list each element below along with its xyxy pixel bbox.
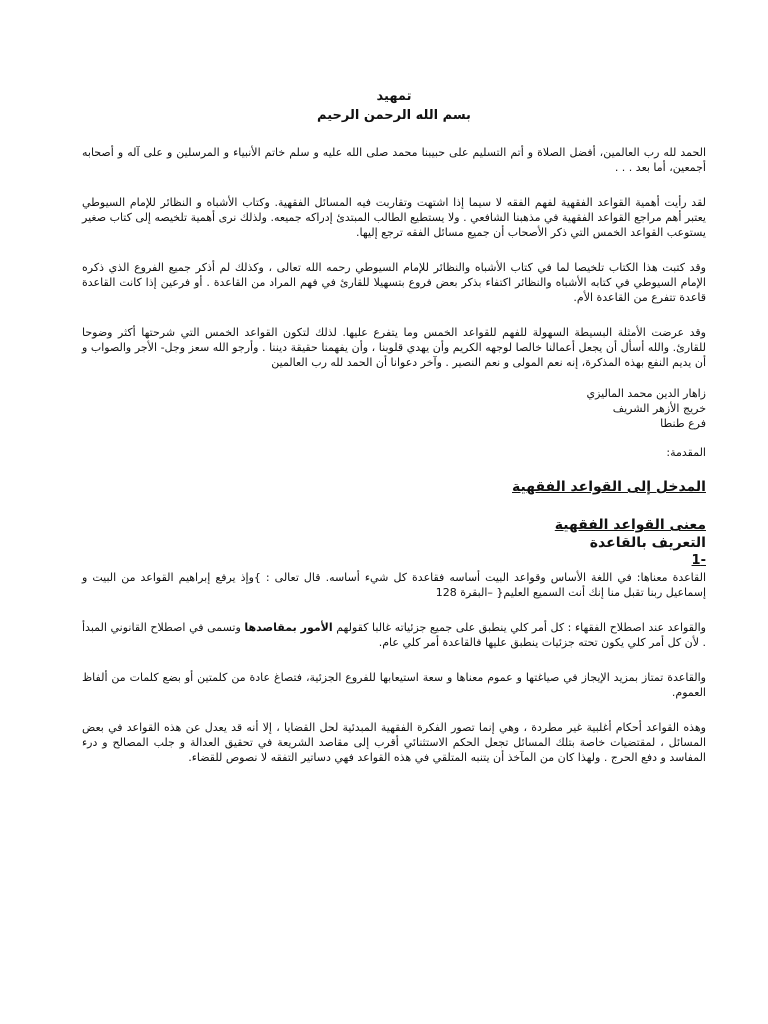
signature-name: زاهار الدين محمد الماليزي [586, 387, 706, 400]
importance-paragraph: لقد رأيت أهمية القواعد الفقهية لفهم الفقه لا سيما إذا اشتهت وتقاربت فيه المسائل الفقهية. وكتاب الأشباه و النظائر للإمام السيوطي يعتبر أهم مراجع القواعد الفقهية في مذهبنا الشافعي . ولا يستطيع الطالب المبتدئ إدراكه جميعه. ولذلك نرى أهمية تلخيصه إلى كتاب صغير يستوعب القواعد الخمس التي ذكر الأصحاب أن جميع مسائل الفقه ترجع إليها. [82, 196, 706, 239]
signature-block [82, 386, 706, 431]
section-title: المدخل إلى القواعد الفقهية [512, 479, 706, 495]
technical-definition-prefix: والقواعد عند اصطلاح الفقهاء : كل أمر كلي ينطبق على جميع جزئياته غالبا كقولهم [332, 621, 706, 634]
definition-paragraph: القاعدة معناها: في اللغة الأساس وقواعد البيت أساسه فقاعدة كل شيء أساسه. قال تعالى : }وإذ يرفع إبراهيم القواعد من البيت و إسماعيل ربنا تقبل منا إنك أنت السميع العليم{ –البقرة 128 [82, 571, 706, 599]
intro-label: المقدمة: [666, 446, 706, 459]
document-title: تمهيد [376, 89, 412, 104]
document-heading-block [82, 88, 706, 125]
signature-line-2: خريج الأزهر الشريف [612, 402, 706, 415]
spacer [82, 125, 706, 145]
spacer [82, 496, 706, 516]
application-paragraph: وهذه القواعد أحكام أغلبية غير مطردة ، وهي إنما تصور الفكرة الفقهية المبدئية لحل القضايا ، إلا أنه قد يعدل عن هذه القواعد في بعض المسائل ، لمقتضيات خاصة بتلك المسائل تجعل الحكم الاستثنائي أقرب إلى مقاصد الشريعة في تحقيق العدالة و جلب المصالح و درء المفاسد و دفع الحرج . ولهذا كان من المآخذ أن يتنبه المتلقي في هذه القواعد فهي دساتير التفقه لا نصوص للقضاء. [82, 721, 706, 764]
purpose-paragraph: وقد كتبت هذا الكتاب تلخيصا لما في كتاب الأشباه والنظائر للإمام السيوطي رحمه الله تعالى ، وكذلك لم أذكر جميع الفروع الذي ذكره الإمام السيوطي في كتابه الأشباه والنظائر اكتفاء بذكر بعض فروع بتسهيلا للقارئ في فهم المراد من القاعدة . أو فرعين إذا كانت القاعدة قاعدة تتفرع من القاعدة الأم. [82, 261, 706, 304]
basmala-title: بسم الله الرحمن الرحيم [317, 108, 471, 123]
subheading-1: معنى القواعد الفقهية [554, 517, 706, 533]
technical-definition-bold: الأمور بمقاصدها [244, 621, 333, 634]
closing-paragraph: وقد عرضت الأمثلة البسيطة السهولة للفهم للقواعد الخمس وما يتفرع عليها. لذلك لتكون القواعد الخمس التي شرحتها أكثر وضوحا للقارئ. والله أسأل أن يجعل أعمالنا خالصا لوجهه الكريم وأن يهدي قلوبنا ، وأن يفهمنا حقيقة ديننا . وأرجو الله سعز وجل- الأجر والصواب و أن يديم النفع بهذه المذكرة، إنه نعم المولى و نعم النصير . وآخر دعوانا أن الحمد لله رب العالمين [82, 326, 706, 369]
technical-definition-paragraph [82, 620, 706, 650]
opening-paragraph: الحمد لله رب العالمين، أفضل الصلاة و أتم التسليم على حبيبنا محمد صلى الله عليه و سلم خاتم الأنبياء و المرسلين و على آله و أصحابه أجمعين، أما بعد . . . [82, 146, 706, 174]
subheading-2: التعريف بالقاعدة [589, 535, 706, 551]
characteristics-paragraph: والقاعدة تمتاز بمزيد الإيجاز في صياغتها و عموم معناها و سعة استيعابها للفروع الجزئية، فتصاغ عادة من كلمتين أو بضع كلمات من ألفاظ العموم. [82, 671, 706, 699]
spacer [82, 370, 706, 386]
numbered-heading: -1 [691, 553, 706, 568]
technical-definition-suffix: وتسمى في اصطلاح القانوني المبدأ . لأن كل أمر كلي يكون تحته جزئيات ينطبق عليها فالقاعدة أمر كلي عام. [82, 621, 706, 649]
signature-line-3: فرع طنطا [660, 417, 706, 430]
